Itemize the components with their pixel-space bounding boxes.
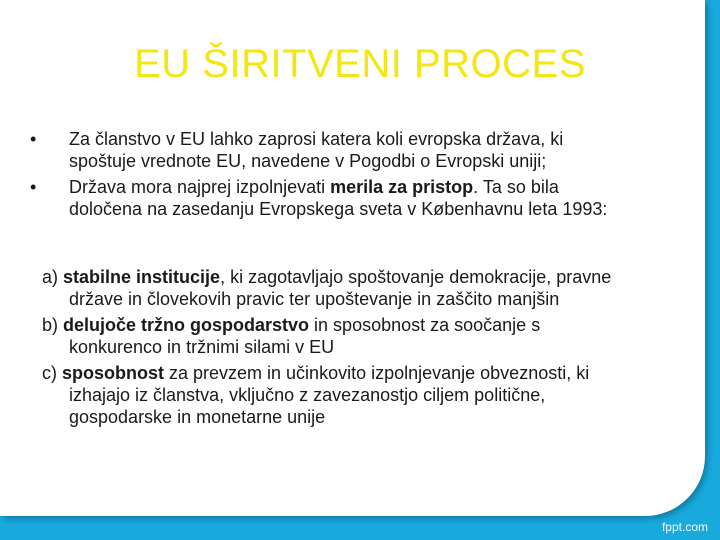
bullet-text-cont: spoštuje vrednote EU, navedene v Pogodbi o Evropski uniji; (69, 151, 547, 171)
criteria-list (42, 264, 692, 430)
criterion-b (42, 312, 692, 358)
criterion-marker: c) (42, 363, 62, 383)
criterion-text: , ki zagotavljajo spoštovanje demokracije, pravne (220, 267, 612, 287)
criterion-a (42, 264, 692, 310)
bullet-text-cont: določena na zasedanju Evropskega sveta v Københavnu leta 1993: (69, 199, 608, 219)
bullet-item (30, 128, 690, 172)
bullet-bold-text: merila za pristop (330, 177, 474, 197)
bullet-list (30, 128, 690, 224)
bullet-text: Za članstvo v EU lahko zaprosi katera koli evropska država, ki (69, 129, 564, 149)
criterion-cont: države in človekovih pravic ter upoštevanje in zaščito manjšin (69, 289, 560, 309)
criterion-cont: konkurenco in tržnimi silami v EU (69, 337, 335, 357)
bullet-text: . Ta so bila (473, 177, 559, 197)
criterion-text: in sposobnost za soočanje s (309, 315, 541, 335)
criterion-bold: sposobnost (62, 363, 164, 383)
criterion-bold: stabilne institucije (63, 267, 221, 287)
criterion-marker: a) (42, 267, 64, 287)
bullet-item (30, 176, 690, 220)
slide-title: EU ŠIRITVENI PROCES (134, 42, 586, 86)
bullet-icon: • (30, 129, 37, 149)
criterion-c (42, 360, 692, 428)
bullet-text: Država mora najprej izpolnjevati (69, 177, 331, 197)
criterion-cont: gospodarske in monetarne unije (69, 407, 326, 427)
fppt-watermark: fppt.com (661, 520, 708, 534)
criterion-bold: delujoče tržno gospodarstvo (63, 315, 310, 335)
bullet-icon: • (30, 177, 37, 197)
criterion-text: za prevzem in učinkovito izpolnjevanje obveznosti, ki (164, 363, 590, 383)
criterion-marker: b) (42, 315, 64, 335)
criterion-cont: izhajajo iz članstva, vključno z zavezanostjo ciljem politične, (69, 385, 546, 405)
